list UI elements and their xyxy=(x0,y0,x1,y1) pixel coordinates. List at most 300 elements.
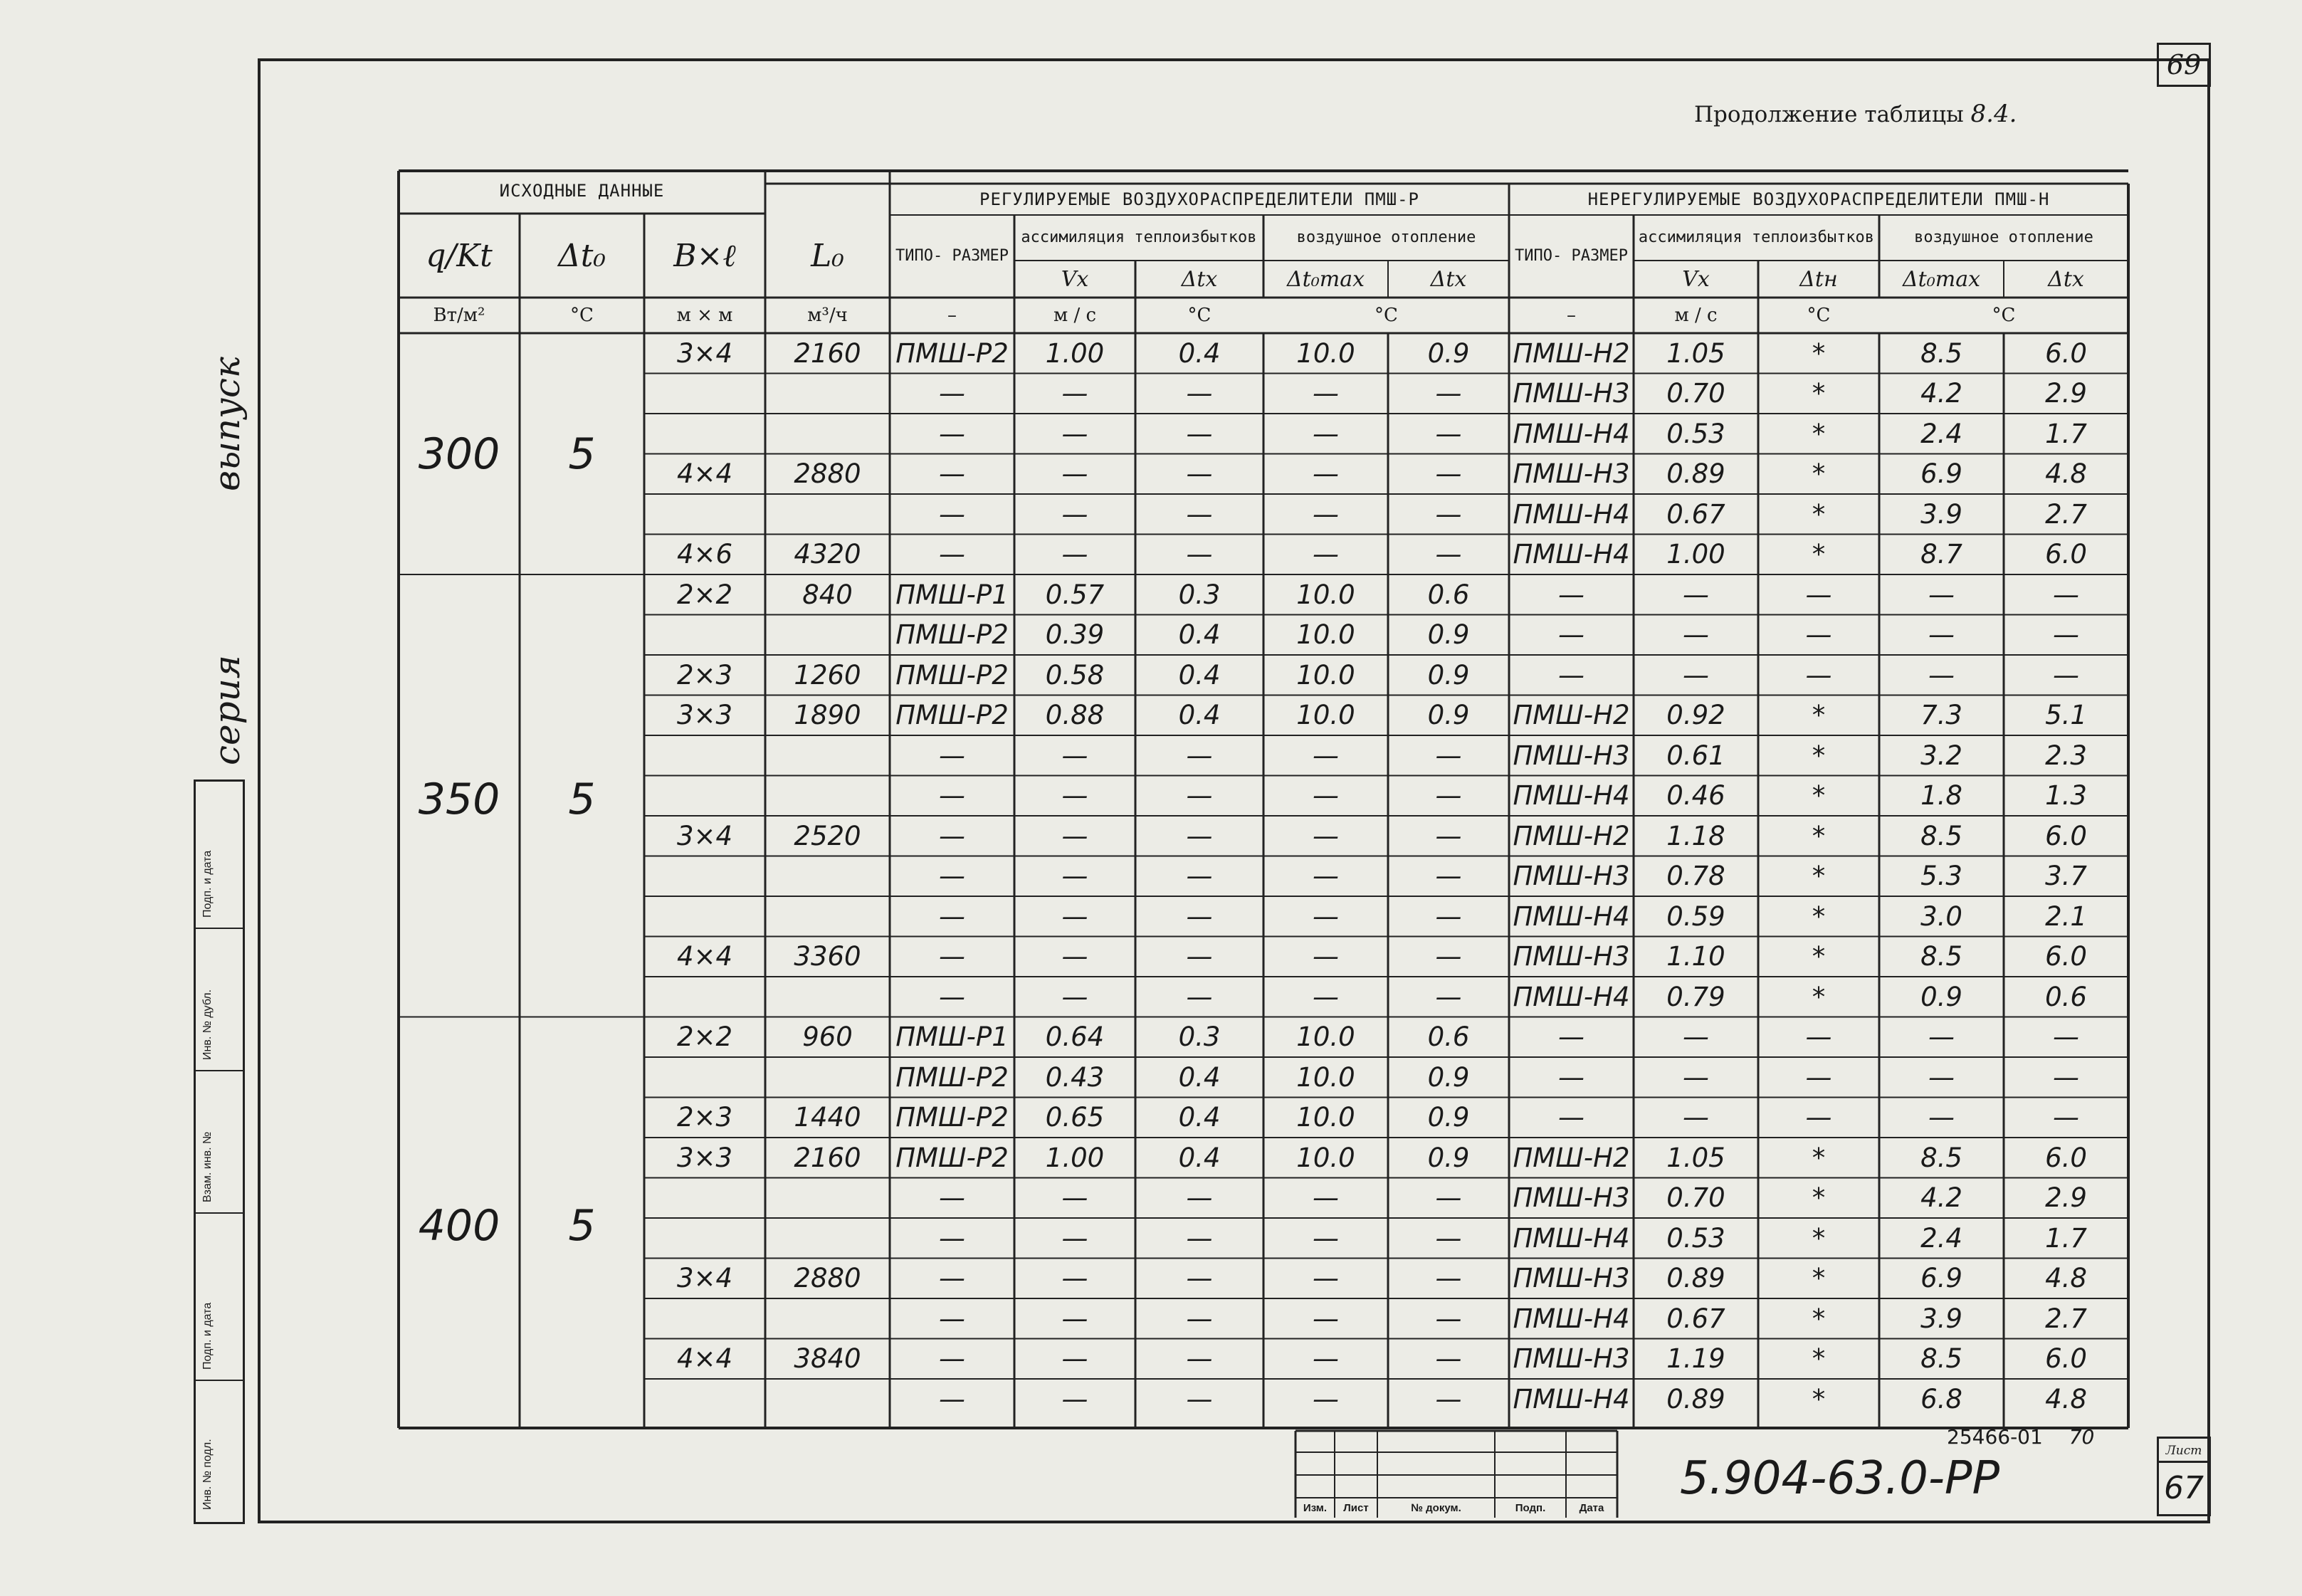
cell-dims xyxy=(644,414,765,454)
group-q-value: 350 xyxy=(418,775,500,824)
cell-dims: 3×4 xyxy=(676,820,733,851)
cell-unreg-type: ПМШ-Н3 xyxy=(1513,458,1630,490)
cell-reg-dtx-heat: — xyxy=(1435,1222,1462,1254)
unit-vx-unregulated: м / с xyxy=(1674,305,1718,326)
cell-unreg-dtn: * xyxy=(1812,700,1826,731)
cell-unreg-dtn: — xyxy=(1805,1102,1832,1133)
cell-reg-vx: 0.88 xyxy=(1045,700,1105,731)
stamp-cell xyxy=(196,928,243,1071)
cell-dims xyxy=(644,896,765,937)
cell-reg-dt0max: — xyxy=(1313,1263,1339,1294)
cell-reg-type: — xyxy=(939,740,965,771)
cell-unreg-dtx: — xyxy=(2053,1102,2079,1133)
cell-unreg-vx: 0.70 xyxy=(1666,1182,1725,1214)
cell-unreg-dt0max: 2.4 xyxy=(1920,1222,1962,1254)
symbol-q: q/Kt xyxy=(426,237,493,274)
cell-unreg-vx: 0.61 xyxy=(1666,740,1725,771)
cell-reg-dtx: — xyxy=(1186,941,1213,972)
cell-reg-type: ПМШ-Р1 xyxy=(895,579,1009,610)
cell-unreg-type: ПМШ-Н4 xyxy=(1513,418,1630,449)
cell-unreg-dtx: 1.7 xyxy=(2045,418,2087,449)
cell-unreg-dtn: * xyxy=(1812,981,1826,1012)
stamp-label: Подп. и дата xyxy=(201,850,214,918)
cell-dims: 3×4 xyxy=(676,337,733,369)
cell-unreg-type: ПМШ-Н4 xyxy=(1513,780,1630,812)
cell-unreg-vx: 0.89 xyxy=(1666,1263,1725,1294)
cell-reg-vx: — xyxy=(1061,1222,1088,1254)
cell-reg-dtx-heat: — xyxy=(1435,498,1462,530)
cell-unreg-type: ПМШ-Н3 xyxy=(1513,1263,1630,1294)
cell-airflow: 1440 xyxy=(794,1102,861,1133)
cell-dims: 2×3 xyxy=(676,1102,733,1133)
header-heat-regulated: воздушное отопление xyxy=(1296,229,1476,246)
cell-unreg-dtn: * xyxy=(1812,418,1826,449)
stamp-cell xyxy=(196,1212,243,1381)
cell-dims xyxy=(644,1178,765,1219)
cell-unreg-dtx: — xyxy=(2053,1022,2079,1053)
cell-reg-type: ПМШ-Р1 xyxy=(895,1022,1009,1053)
cell-unreg-dtn: * xyxy=(1812,1303,1826,1334)
cell-unreg-vx: — xyxy=(1683,1022,1709,1053)
cell-reg-dtx-heat: — xyxy=(1435,941,1462,972)
cell-unreg-dt0max: — xyxy=(1928,1061,1955,1093)
cell-unreg-type: ПМШ-Н2 xyxy=(1513,1142,1630,1173)
cell-reg-dtx-heat: — xyxy=(1435,418,1462,449)
cell-reg-type: — xyxy=(939,1343,965,1375)
title-caption: Подп. xyxy=(1515,1501,1546,1514)
cell-unreg-type: — xyxy=(1558,659,1584,691)
header-type-unregulated: ТИПО- РАЗМЕР xyxy=(1515,247,1628,265)
cell-unreg-vx: 0.89 xyxy=(1666,458,1725,490)
cell-unreg-type: ПМШ-Н3 xyxy=(1513,1182,1630,1214)
cell-reg-dt0max: 10.0 xyxy=(1296,1102,1355,1133)
cell-unreg-dtx: 6.0 xyxy=(2045,941,2087,972)
cell-airflow: 1260 xyxy=(794,659,861,691)
cell-reg-dt0max: 10.0 xyxy=(1296,1142,1355,1173)
cell-airflow: 2880 xyxy=(794,458,861,490)
cell-unreg-dtx: 1.3 xyxy=(2045,780,2087,812)
cell-unreg-dtn: * xyxy=(1812,1383,1826,1414)
cell-dims: 3×3 xyxy=(676,700,733,731)
group-dt-value: 5 xyxy=(568,429,596,479)
cell-unreg-vx: — xyxy=(1683,619,1709,651)
title-caption: Лист xyxy=(1343,1501,1369,1514)
sheet-label: Лист xyxy=(2157,1437,2211,1463)
cell-reg-type: — xyxy=(939,981,965,1012)
cell-reg-vx: — xyxy=(1061,740,1088,771)
cell-unreg-dt0max: 8.5 xyxy=(1920,820,1962,851)
cell-reg-type: — xyxy=(939,378,965,409)
cell-reg-dtx: 0.3 xyxy=(1178,579,1221,610)
cell-reg-dtx-heat: 0.9 xyxy=(1427,1102,1470,1133)
cell-airflow xyxy=(765,1379,890,1419)
cell-airflow xyxy=(765,1057,890,1098)
cell-unreg-dtx: 2.7 xyxy=(2045,1303,2087,1334)
cell-unreg-dtx: 4.8 xyxy=(2045,458,2087,490)
cell-unreg-dt0max: 3.9 xyxy=(1920,498,1962,530)
cell-reg-vx: — xyxy=(1061,418,1088,449)
header-dtn-unregulated: Δtн xyxy=(1799,266,1838,292)
cell-unreg-dtn: * xyxy=(1812,780,1826,812)
stamp-label: Инв. № дубл. xyxy=(201,989,214,1060)
cell-unreg-type: ПМШ-Н3 xyxy=(1513,378,1630,409)
cell-unreg-dtx: 5.1 xyxy=(2045,700,2087,731)
cell-reg-dtx-heat: 0.6 xyxy=(1427,1022,1470,1053)
stamp-cell xyxy=(196,782,243,929)
cell-reg-dt0max: — xyxy=(1313,941,1339,972)
cell-airflow: 2160 xyxy=(794,337,861,369)
cell-reg-dtx-heat: — xyxy=(1435,378,1462,409)
cell-reg-type: — xyxy=(939,1182,965,1214)
cell-dims xyxy=(644,374,765,414)
cell-unreg-dtx: 0.6 xyxy=(2045,981,2087,1012)
archive-number xyxy=(1947,1425,2094,1449)
cell-unreg-dtn: * xyxy=(1812,458,1826,490)
cell-reg-dtx: 0.3 xyxy=(1178,1022,1221,1053)
cell-unreg-type: ПМШ-Н4 xyxy=(1513,1222,1630,1254)
cell-reg-dt0max: 10.0 xyxy=(1296,659,1355,691)
cell-unreg-dt0max: 6.9 xyxy=(1920,458,1962,490)
cell-reg-dtx: 0.4 xyxy=(1178,1061,1221,1093)
continuation-text: Продолжение таблицы xyxy=(1694,102,1964,127)
cell-reg-dtx: — xyxy=(1186,1343,1213,1375)
cell-reg-vx: 0.58 xyxy=(1045,659,1105,691)
cell-dims xyxy=(644,615,765,656)
cell-reg-dtx-heat: 0.9 xyxy=(1427,659,1470,691)
cell-unreg-vx: 0.92 xyxy=(1666,700,1725,731)
cell-unreg-dtx: 6.0 xyxy=(2045,1142,2087,1173)
header-vx-unregulated: Vx xyxy=(1682,266,1710,292)
title-caption: № докум. xyxy=(1411,1501,1461,1514)
cell-reg-dtx-heat: — xyxy=(1435,539,1462,570)
cell-reg-dt0max: — xyxy=(1313,539,1339,570)
cell-reg-type: ПМШ-Р2 xyxy=(895,659,1009,691)
cell-reg-dtx: 0.4 xyxy=(1178,337,1221,369)
cell-unreg-dtx: 2.9 xyxy=(2045,1182,2087,1214)
cell-unreg-dt0max: 1.8 xyxy=(1920,780,1962,812)
cell-reg-type: ПМШ-Р2 xyxy=(895,1102,1009,1133)
cell-reg-vx: — xyxy=(1061,901,1088,932)
cell-airflow xyxy=(765,776,890,817)
cell-unreg-dtn: * xyxy=(1812,337,1826,369)
group-dt-value: 5 xyxy=(568,1201,596,1251)
cell-airflow: 1890 xyxy=(794,700,861,731)
cell-reg-dt0max: — xyxy=(1313,820,1339,851)
cell-dims xyxy=(644,1218,765,1259)
cell-dims xyxy=(644,1298,765,1339)
title-caption: Дата xyxy=(1579,1501,1604,1514)
cell-unreg-type: — xyxy=(1558,1022,1584,1053)
cell-unreg-dt0max: 6.8 xyxy=(1920,1383,1962,1414)
cell-reg-dtx-heat: — xyxy=(1435,740,1462,771)
cell-reg-vx: — xyxy=(1061,378,1088,409)
cell-unreg-dtn: * xyxy=(1812,861,1826,892)
cell-unreg-dtx: — xyxy=(2053,579,2079,610)
cell-reg-dt0max: 10.0 xyxy=(1296,619,1355,651)
cell-reg-vx: — xyxy=(1061,539,1088,570)
cell-unreg-dt0max: 2.4 xyxy=(1920,418,1962,449)
cell-reg-dtx: — xyxy=(1186,820,1213,851)
cell-unreg-type: ПМШ-Н3 xyxy=(1513,1343,1630,1375)
cell-airflow: 840 xyxy=(802,579,853,610)
header-dtx-regulated: Δtx xyxy=(1181,266,1218,292)
group-dt-value: 5 xyxy=(568,775,596,824)
cell-unreg-vx: 0.89 xyxy=(1666,1383,1725,1414)
cell-unreg-vx: 1.18 xyxy=(1666,820,1725,851)
cell-reg-dtx: 0.4 xyxy=(1178,659,1221,691)
cell-unreg-dtn: * xyxy=(1812,1142,1826,1173)
stamp-cell xyxy=(196,1070,243,1214)
cell-reg-dtx-heat: 0.9 xyxy=(1427,337,1470,369)
sheet-number: 67 xyxy=(2157,1461,2211,1516)
cell-unreg-dtn: — xyxy=(1805,619,1832,651)
cell-reg-vx: 0.65 xyxy=(1045,1102,1105,1133)
header-dt0max-regulated: Δt₀max xyxy=(1287,266,1365,292)
cell-reg-type: — xyxy=(939,901,965,932)
cell-reg-dt0max: — xyxy=(1313,1383,1339,1414)
cell-unreg-vx: 0.59 xyxy=(1666,901,1725,932)
cell-unreg-dt0max: — xyxy=(1928,659,1955,691)
cell-airflow: 960 xyxy=(802,1022,853,1053)
cell-reg-dt0max: 10.0 xyxy=(1296,1061,1355,1093)
cell-reg-vx: — xyxy=(1061,1263,1088,1294)
cell-unreg-type: ПМШ-Н4 xyxy=(1513,981,1630,1012)
cell-reg-dtx: — xyxy=(1186,861,1213,892)
cell-unreg-dtx: — xyxy=(2053,659,2079,691)
cell-reg-dt0max: — xyxy=(1313,981,1339,1012)
cell-dims xyxy=(644,494,765,535)
cell-reg-dtx: — xyxy=(1186,740,1213,771)
cell-reg-dtx-heat: 0.9 xyxy=(1427,700,1470,731)
cell-airflow: 2520 xyxy=(794,820,861,851)
cell-reg-vx: — xyxy=(1061,780,1088,812)
cell-reg-dt0max: 10.0 xyxy=(1296,337,1355,369)
cell-reg-dtx: — xyxy=(1186,981,1213,1012)
cell-reg-vx: — xyxy=(1061,981,1088,1012)
cell-unreg-type: ПМШ-Н4 xyxy=(1513,901,1630,932)
unit-heat-unregulated: °C xyxy=(1992,305,2016,326)
cell-unreg-vx: 0.67 xyxy=(1666,1303,1725,1334)
group-header-regulated: РЕГУЛИРУЕМЫЕ ВОЗДУХОРАСПРЕДЕЛИТЕЛИ ПМШ-Р xyxy=(979,189,1419,209)
cell-unreg-type: — xyxy=(1558,619,1584,651)
cell-unreg-dtn: * xyxy=(1812,1263,1826,1294)
cell-reg-dtx-heat: — xyxy=(1435,981,1462,1012)
cell-airflow: 2160 xyxy=(794,1142,861,1173)
cell-reg-dt0max: — xyxy=(1313,418,1339,449)
cell-reg-dtx: 0.4 xyxy=(1178,700,1221,731)
stamp-cell xyxy=(196,1380,243,1520)
cell-unreg-type: ПМШ-Н3 xyxy=(1513,861,1630,892)
cell-dims: 4×4 xyxy=(676,941,733,972)
cell-unreg-vx: 0.79 xyxy=(1666,981,1725,1012)
header-assim-unregulated: ассимиляция теплоизбытков xyxy=(1638,229,1875,246)
group-q-value: 400 xyxy=(418,1201,500,1251)
cell-unreg-dtn: — xyxy=(1805,579,1832,610)
cell-airflow xyxy=(765,977,890,1017)
cell-reg-dtx: — xyxy=(1186,539,1213,570)
cell-unreg-dtx: 3.7 xyxy=(2045,861,2087,892)
cell-unreg-dt0max: 8.5 xyxy=(1920,337,1962,369)
cell-reg-type: — xyxy=(939,1222,965,1254)
cell-reg-dtx-heat: — xyxy=(1435,861,1462,892)
cell-reg-type: ПМШ-Р2 xyxy=(895,1142,1009,1173)
cell-reg-dt0max: 10.0 xyxy=(1296,700,1355,731)
unit-type-unregulated: – xyxy=(1567,305,1576,326)
cell-reg-dtx-heat: — xyxy=(1435,1343,1462,1375)
document-number: 5.904-63.0-РР xyxy=(1680,1452,2000,1505)
cell-reg-type: ПМШ-Р2 xyxy=(895,1061,1009,1093)
cell-airflow xyxy=(765,735,890,776)
cell-reg-dt0max: — xyxy=(1313,901,1339,932)
cell-reg-vx: — xyxy=(1061,498,1088,530)
cell-reg-vx: 0.64 xyxy=(1045,1022,1105,1053)
cell-reg-dtx-heat: — xyxy=(1435,820,1462,851)
cell-reg-dtx-heat: — xyxy=(1435,780,1462,812)
header-dt0max-unregulated: Δt₀max xyxy=(1903,266,1980,292)
cell-reg-dt0max: — xyxy=(1313,1343,1339,1375)
cell-reg-dtx-heat: 0.9 xyxy=(1427,619,1470,651)
cell-unreg-dtn: * xyxy=(1812,498,1826,530)
cell-reg-type: — xyxy=(939,498,965,530)
cell-unreg-dt0max: 7.3 xyxy=(1920,700,1962,731)
cell-reg-type: — xyxy=(939,539,965,570)
archive-number-suffix: 70 xyxy=(2069,1425,2095,1449)
cell-unreg-vx: 1.19 xyxy=(1666,1343,1725,1375)
cell-unreg-type: — xyxy=(1558,1102,1584,1133)
cell-unreg-vx: 0.53 xyxy=(1666,1222,1725,1254)
cell-unreg-type: ПМШ-Н3 xyxy=(1513,941,1630,972)
cell-unreg-dtx: 1.7 xyxy=(2045,1222,2087,1254)
cell-reg-dtx: — xyxy=(1186,498,1213,530)
cell-unreg-dt0max: 3.9 xyxy=(1920,1303,1962,1334)
cell-unreg-vx: — xyxy=(1683,1061,1709,1093)
cell-unreg-dt0max: 3.2 xyxy=(1920,740,1962,771)
unit-bl: м × м xyxy=(676,305,733,326)
cell-unreg-dt0max: 8.5 xyxy=(1920,941,1962,972)
cell-unreg-dtx: 2.1 xyxy=(2045,901,2087,932)
cell-dims: 2×2 xyxy=(676,579,733,610)
cell-airflow xyxy=(765,1178,890,1219)
approval-stamp-strip xyxy=(194,779,245,1524)
continuation-table-number: 8.4. xyxy=(1970,100,2017,128)
cell-reg-vx: — xyxy=(1061,820,1088,851)
cell-unreg-dt0max: 0.9 xyxy=(1920,981,1962,1012)
cell-airflow xyxy=(765,414,890,454)
cell-unreg-dtx: 6.0 xyxy=(2045,820,2087,851)
cell-unreg-dt0max: — xyxy=(1928,619,1955,651)
cell-unreg-dt0max: 3.0 xyxy=(1920,901,1962,932)
cell-unreg-dtn: * xyxy=(1812,378,1826,409)
cell-unreg-dt0max: 6.9 xyxy=(1920,1263,1962,1294)
cell-airflow: 3360 xyxy=(794,941,861,972)
header-dtx-unregulated: Δtx xyxy=(2048,266,2084,292)
group-header-unregulated: НЕРЕГУЛИРУЕМЫЕ ВОЗДУХОРАСПРЕДЕЛИТЕЛИ ПМШ-Н xyxy=(1587,189,2050,209)
cell-reg-vx: 0.57 xyxy=(1045,579,1105,610)
cell-unreg-vx: 1.10 xyxy=(1666,941,1725,972)
cell-unreg-dt0max: — xyxy=(1928,1102,1955,1133)
cell-unreg-dtx: 6.0 xyxy=(2045,1343,2087,1375)
cell-reg-type: — xyxy=(939,1263,965,1294)
cell-unreg-type: — xyxy=(1558,1061,1584,1093)
cell-reg-type: — xyxy=(939,1383,965,1414)
cell-reg-dtx-heat: — xyxy=(1435,1303,1462,1334)
cell-unreg-dtx: 2.9 xyxy=(2045,378,2087,409)
cell-unreg-dtx: — xyxy=(2053,619,2079,651)
cell-reg-dt0max: — xyxy=(1313,861,1339,892)
cell-unreg-dtn: — xyxy=(1805,659,1832,691)
cell-unreg-vx: 0.78 xyxy=(1666,861,1725,892)
cell-unreg-dtx: 4.8 xyxy=(2045,1263,2087,1294)
cell-dims: 4×6 xyxy=(676,539,733,570)
cell-airflow xyxy=(765,494,890,535)
group-header-source: ИСХОДНЫЕ ДАННЫЕ xyxy=(499,181,665,201)
cell-unreg-type: ПМШ-Н4 xyxy=(1513,1383,1630,1414)
cell-airflow xyxy=(765,1218,890,1259)
cell-reg-dt0max: — xyxy=(1313,740,1339,771)
header-vx-regulated: Vx xyxy=(1061,266,1089,292)
cell-reg-dt0max: 10.0 xyxy=(1296,1022,1355,1053)
cell-reg-dtx: 0.4 xyxy=(1178,619,1221,651)
unit-q: Вт/м² xyxy=(433,305,485,326)
margin-issue-label: выпуск xyxy=(206,357,248,491)
cell-unreg-vx: 0.67 xyxy=(1666,498,1725,530)
cell-airflow: 4320 xyxy=(794,539,861,570)
cell-reg-dt0max: 10.0 xyxy=(1296,579,1355,610)
cell-dims xyxy=(644,735,765,776)
cell-unreg-vx: — xyxy=(1683,579,1709,610)
cell-reg-vx: — xyxy=(1061,1182,1088,1214)
cell-dims: 4×4 xyxy=(676,1343,733,1375)
cell-unreg-dtn: * xyxy=(1812,740,1826,771)
cell-reg-dt0max: — xyxy=(1313,498,1339,530)
cell-unreg-dtx: — xyxy=(2053,1061,2079,1093)
cell-reg-vx: — xyxy=(1061,941,1088,972)
cell-unreg-dt0max: 8.7 xyxy=(1920,539,1962,570)
cell-reg-dt0max: — xyxy=(1313,458,1339,490)
cell-unreg-vx: 0.70 xyxy=(1666,378,1725,409)
unit-heat-regulated: °C xyxy=(1375,305,1398,326)
cell-dims: 2×3 xyxy=(676,659,733,691)
cell-unreg-vx: 1.00 xyxy=(1666,539,1725,570)
cell-dims xyxy=(644,977,765,1017)
archive-number-value: 25466-01 xyxy=(1947,1425,2043,1449)
cell-reg-dtx-heat: — xyxy=(1435,1182,1462,1214)
cell-reg-dtx: — xyxy=(1186,1182,1213,1214)
cell-reg-dtx-heat: 0.6 xyxy=(1427,579,1470,610)
cell-dims xyxy=(644,1057,765,1098)
cell-unreg-vx: 1.05 xyxy=(1666,1142,1725,1173)
cell-unreg-dtx: 2.3 xyxy=(2045,740,2087,771)
cell-unreg-dt0max: 5.3 xyxy=(1920,861,1962,892)
cell-reg-vx: 1.00 xyxy=(1045,1142,1105,1173)
cell-reg-dt0max: — xyxy=(1313,1303,1339,1334)
cell-reg-type: — xyxy=(939,780,965,812)
cell-unreg-dtn: * xyxy=(1812,901,1826,932)
cell-reg-dtx: — xyxy=(1186,1303,1213,1334)
cell-dims xyxy=(644,1379,765,1419)
header-dtx-heat-regulated: Δtx xyxy=(1430,266,1467,292)
unit-dt0: °C xyxy=(570,305,594,326)
cell-dims: 4×4 xyxy=(676,458,733,490)
group-q-value: 300 xyxy=(418,429,500,479)
cell-reg-vx: — xyxy=(1061,458,1088,490)
cell-airflow xyxy=(765,856,890,897)
cell-unreg-type: — xyxy=(1558,579,1584,610)
cell-unreg-dtn: * xyxy=(1812,820,1826,851)
cell-dims xyxy=(644,776,765,817)
cell-reg-dtx: — xyxy=(1186,458,1213,490)
cell-reg-vx: — xyxy=(1061,1343,1088,1375)
